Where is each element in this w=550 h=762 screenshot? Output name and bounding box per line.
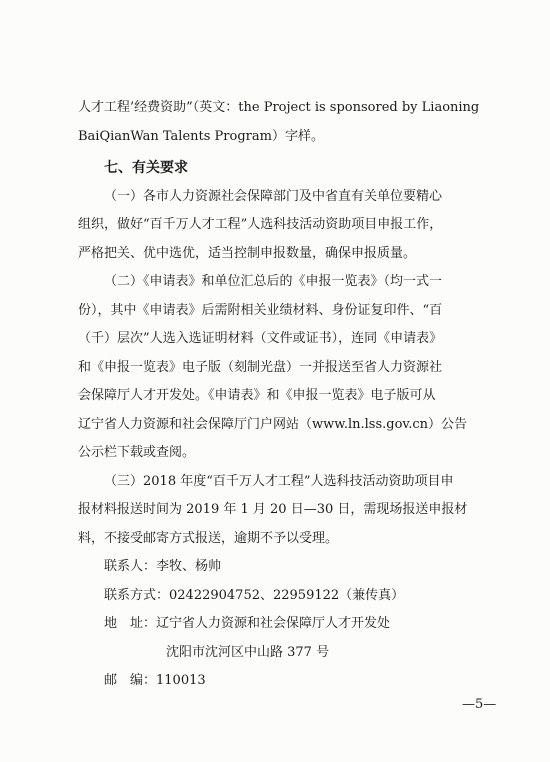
req1-line-3: 严格把关、优中选优，适当控制申报数量，确保申报质量。 [78, 246, 417, 261]
req2-line-2: 份），其中《申请表》后需附相关业绩材料、身份证复印件、“百 [78, 303, 443, 318]
req2-line-4: 和《申报一览表》电子版（刻制光盘）一并报送至省人力资源社 [78, 360, 443, 375]
address-label: 地 址： [104, 616, 157, 631]
section-title: 七、有关要求 [104, 160, 188, 176]
req1-line-1: （一）各市人力资源社会保障部门及中省直有关单位要精心 [104, 189, 443, 204]
page-number: —5— [462, 697, 497, 712]
contact-phone: 联系方式：02422904752、22959122（兼传真） [104, 588, 405, 603]
req1-line-2: 组织，做好“百千万人才工程”人选科技活动资助项目申报工作， [78, 217, 443, 232]
intro-line-2: BaiQianWan Talents Program）字样。 [78, 129, 324, 144]
contact-person: 联系人：李牧、杨帅 [104, 559, 222, 574]
req2-line-6: 辽宁省人力资源和社会保障厅门户网站（www.ln.lss.gov.cn）公告 [78, 417, 468, 432]
req2-line-5: 会保障厅人才开发处。《申请表》和《申报一览表》电子版可从 [78, 388, 436, 403]
address-line-1: 辽宁省人力资源和社会保障厅人才开发处 [156, 616, 391, 631]
intro-line-1: 人才工程’经费资助”（英文：the Project is sponsored by Liaoning [78, 100, 480, 115]
req3-line-1: （三）2018 年度“百千万人才工程”人选科技活动资助项目申 [104, 474, 454, 489]
req2-line-7: 公示栏下载或查阅。 [78, 445, 196, 460]
contact-address [104, 615, 518, 633]
req3-line-2: 报材料报送时间为 2019 年 1 月 20 日—30 日，需现场报送申报材 [78, 502, 468, 517]
req3-line-3: 料，不接受邮寄方式报送，逾期不予以受理。 [78, 531, 339, 546]
req2-line-1: （二）《申请表》和单位汇总后的《申报一览表》（均一式一 [104, 274, 443, 289]
address-line-2: 沈阳市沈河区中山路 377 号 [166, 645, 330, 660]
req2-line-3: （千）层次”人选入选证明材料（文件或证书），连同《申请表》 [78, 331, 443, 346]
contact-postcode: 邮 编：110013 [104, 673, 206, 688]
